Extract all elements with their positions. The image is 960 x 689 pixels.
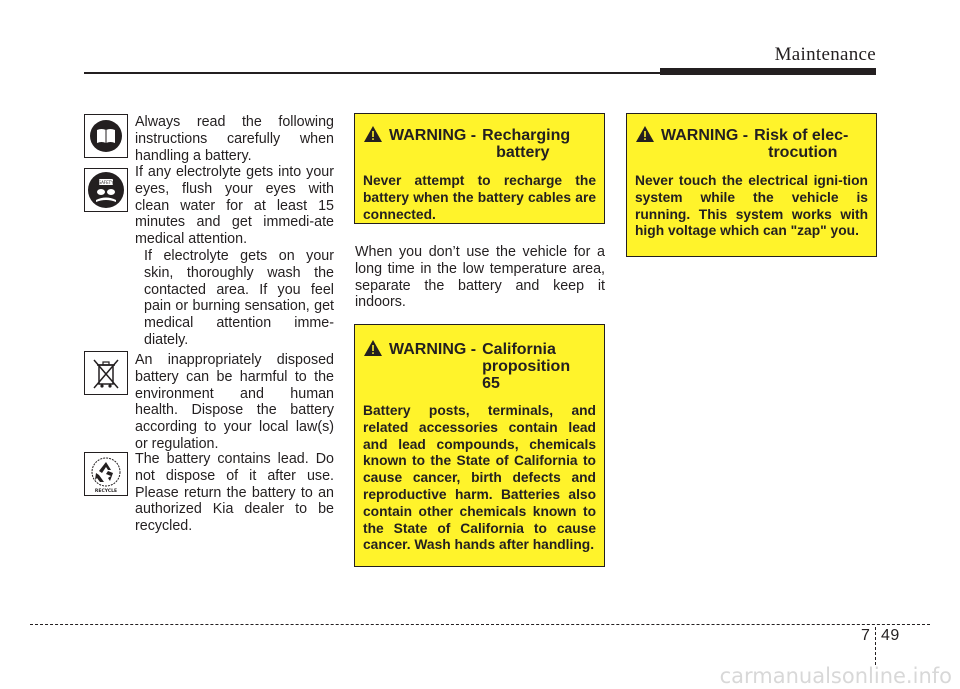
footer-rule bbox=[30, 624, 930, 625]
instruction-skin-text: If electrolyte gets on your skin, thoroughly wash the contacted area. If you feel pain or burning sensation, get medical attention imme-diately. bbox=[144, 248, 334, 348]
warning-california-title-line2: proposition bbox=[482, 358, 571, 375]
store-battery-paragraph: When you don’t use the vehicle for a long time in the low temperature area, separate the battery and keep it indoors. bbox=[355, 244, 605, 311]
warning-electrocution-box bbox=[626, 113, 877, 257]
warning-word: WARNING - bbox=[389, 127, 477, 144]
instruction-read-text: Always read the following instructions carefully when handling a battery. bbox=[135, 114, 334, 164]
warning-electrocution-title-line1: Risk of elec- bbox=[754, 127, 849, 144]
warning-california-box bbox=[354, 324, 605, 567]
recycle-icon bbox=[84, 452, 128, 496]
warning-recharging-box bbox=[354, 113, 605, 224]
section-title: Maintenance bbox=[774, 44, 876, 65]
warning-recharging-text: Never attempt to recharge the battery when the battery cables are connected. bbox=[363, 173, 596, 222]
warning-california-header bbox=[363, 341, 596, 392]
warning-electrocution-header bbox=[635, 127, 868, 161]
warning-california-title-line1: California bbox=[482, 341, 556, 358]
warning-electrocution-title-line2: trocution bbox=[768, 144, 838, 161]
instruction-eyes-text: If any electrolyte gets into your eyes, flush your eyes with clean water for at least 15 minutes and get immedi-ate medical attention. bbox=[135, 164, 334, 248]
watermark: carmanualsonline.info bbox=[719, 664, 952, 688]
warning-recharging-title-line1: Recharging bbox=[482, 127, 571, 144]
read-manual-icon bbox=[84, 114, 128, 158]
warning-triangle-icon bbox=[363, 125, 383, 143]
instruction-recycle-text: The battery contains lead. Do not dispose of it after use. Please return the battery to an authorized Kia dealer to be recycled. bbox=[135, 451, 334, 535]
recycle-icon-label: RECYCLE bbox=[94, 489, 118, 494]
warning-recharging-header bbox=[363, 127, 596, 161]
warning-recharging-title-line2: battery bbox=[496, 144, 550, 161]
page-number-value: 49 bbox=[881, 627, 900, 644]
chapter-number: 7 bbox=[861, 627, 871, 644]
warning-word: WARNING - bbox=[661, 127, 749, 144]
warning-word: WARNING - bbox=[389, 341, 477, 358]
header-rule bbox=[84, 72, 660, 74]
eye-protection-icon bbox=[84, 168, 128, 212]
page-number-separator bbox=[875, 627, 876, 665]
crossed-out-bin-icon bbox=[84, 351, 128, 395]
instruction-dispose-text: An inappropriately disposed battery can be harmful to the environment and human health. Dispose the battery according to your local law(s) or regulation. bbox=[135, 352, 334, 452]
warning-california-text: Battery posts, terminals, and related accessories contain lead and lead compounds, chemicals known to the State of California to cause cancer, birth defects and reproductive harm. Batteries also contain other chemicals known to the State of California to cause cancer. Wash hands after handling. bbox=[363, 403, 596, 553]
header-rule-thick bbox=[660, 68, 876, 75]
eye-icon-label: SAFETY bbox=[98, 180, 114, 185]
warning-triangle-icon bbox=[635, 125, 655, 143]
warning-triangle-icon bbox=[363, 339, 383, 357]
warning-electrocution-text: Never touch the electrical igni-tion system while the vehicle is running. This system works with high voltage which can "zap" you. bbox=[635, 173, 868, 239]
warning-california-title-line3: 65 bbox=[482, 375, 500, 392]
